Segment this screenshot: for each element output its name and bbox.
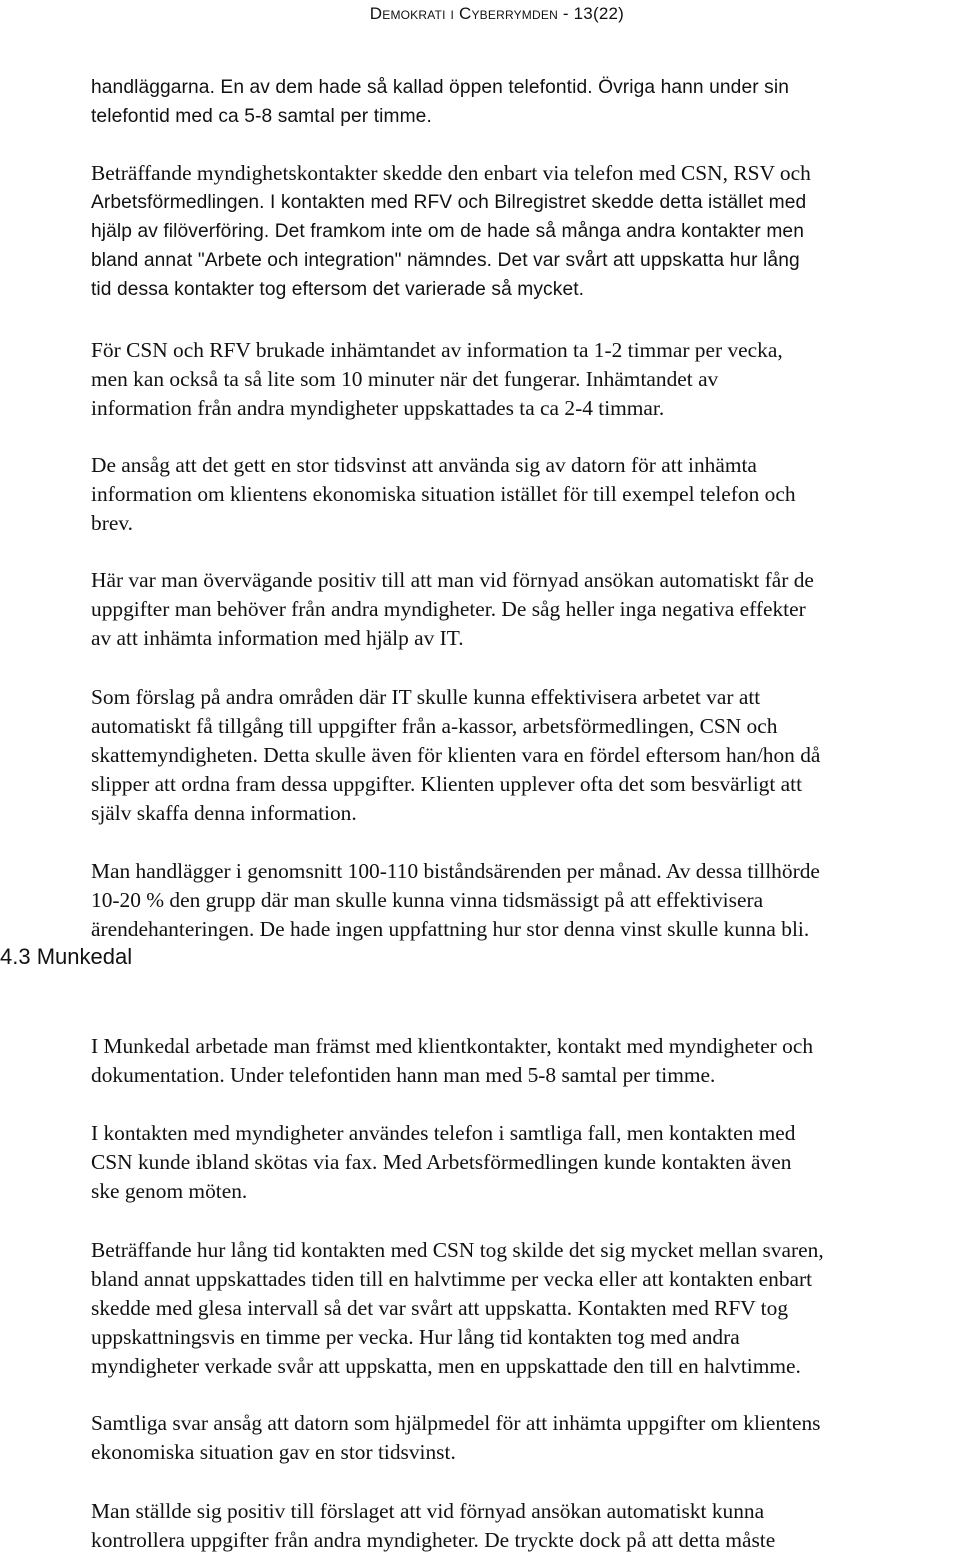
paragraph-line: själv skaffa denna information.: [91, 801, 357, 825]
paragraph-line: ärendehanteringen. De hade ingen uppfattning hur stor denna vinst skulle kunna bli.: [91, 917, 810, 941]
paragraph-line: brev.: [91, 511, 133, 535]
paragraph-4: [91, 451, 960, 538]
paragraph-line: skedde med glesa intervall så det var svårt att uppskatta. Kontakten med RFV tog: [91, 1296, 789, 1320]
paragraph-line: CSN kunde ibland skötas via fax. Med Arbetsförmedlingen kunde kontakten även: [91, 1150, 792, 1174]
paragraph-line: skattemyndigheten. Detta skulle även för klienten vara en fördel eftersom han/hon då: [91, 743, 821, 767]
paragraph-line: telefontid med ca 5-8 samtal per timme.: [91, 106, 432, 127]
paragraph-line: Man handlägger i genomsnitt 100-110 biståndsärenden per månad. Av dessa tillhörde: [91, 859, 820, 883]
paragraph-8: [91, 1032, 960, 1090]
paragraph-line: De ansåg att det gett en stor tidsvinst att använda sig av datorn för att inhämta: [91, 453, 757, 477]
paragraph-line: dokumentation. Under telefontiden hann man med 5-8 samtal per timme.: [91, 1063, 716, 1087]
paragraph-9: [91, 1119, 960, 1206]
paragraph-6: [91, 683, 960, 828]
paragraph-line: I Munkedal arbetade man främst med klientkontakter, kontakt med myndigheter och: [91, 1034, 814, 1058]
paragraph-line: hjälp av filöverföring. Det framkom inte om de hade så många andra kontakter men: [91, 221, 804, 242]
paragraph-line: information från andra myndigheter uppskattades ta ca 2-4 timmar.: [91, 396, 665, 420]
paragraph-line: I kontakten med myndigheter användes telefon i samtliga fall, men kontakten med: [91, 1121, 796, 1145]
paragraph-line: 10-20 % den grupp där man skulle kunna vinna tidsmässigt på att effektivisera: [91, 888, 764, 912]
paragraph-line: För CSN och RFV brukade inhämtandet av information ta 1-2 timmar per vecka,: [91, 338, 783, 362]
paragraph-line: ekonomiska situation gav en stor tidsvinst.: [91, 1440, 456, 1464]
paragraph-line: Som förslag på andra områden där IT skulle kunna effektivisera arbetet var att: [91, 685, 761, 709]
paragraph-line: men kan också ta så lite som 10 minuter när det fungerar. Inhämtandet av: [91, 367, 719, 391]
paragraph-10: [91, 1236, 960, 1381]
paragraph-line: Beträffande hur lång tid kontakten med CSN tog skilde det sig mycket mellan svaren,: [91, 1238, 824, 1262]
paragraph-line: Samtliga svar ansåg att datorn som hjälpmedel för att inhämta uppgifter om klientens: [91, 1411, 821, 1435]
paragraph-line: bland annat uppskattades tiden till en halvtimme per vecka eller att kontakten enbart: [91, 1267, 813, 1291]
paragraph-line: kontrollera uppgifter från andra myndigheter. De tryckte dock på att detta måste: [91, 1528, 776, 1552]
paragraph-line: bland annat "Arbete och integration" nämndes. Det var svårt att uppskatta hur lång: [91, 250, 800, 271]
paragraph-line: uppgifter man behöver från andra myndigheter. De såg heller inga negativa effekter: [91, 597, 806, 621]
paragraph-5: [91, 566, 960, 653]
paragraph-line: tid dessa kontakter tog eftersom det varierade så mycket.: [91, 279, 585, 300]
section-heading: 4.3 Munkedal: [0, 944, 133, 969]
paragraph-line: Man ställde sig positiv till förslaget att vid förnyad ansökan automatiskt kunna: [91, 1499, 765, 1523]
paragraph-line: uppskattningsvis en timme per vecka. Hur lång tid kontakten tog med andra: [91, 1325, 740, 1349]
paragraph-line: ske genom möten.: [91, 1179, 248, 1203]
paragraph-3: [91, 336, 960, 423]
paragraph-line: Arbetsförmedlingen. I kontakten med RFV och Bilregistret skedde detta istället med: [91, 192, 807, 213]
paragraph-line: av att inhämta information med hjälp av IT.: [91, 626, 464, 650]
paragraph-line: slipper att ordna fram dessa uppgifter. Klienten upplever ofta det som besvärligt att: [91, 772, 803, 796]
paragraph-line: Här var man övervägande positiv till att man vid förnyad ansökan automatiskt får de: [91, 568, 814, 592]
paragraph-7: [91, 857, 960, 944]
paragraph-2: [91, 159, 960, 304]
paragraph-line: myndigheter verkade svår att uppskatta, men en uppskattade den till en halvtimme.: [91, 1354, 801, 1378]
paragraph-1: [91, 73, 960, 131]
paragraph-line: information om klientens ekonomiska situation istället för till exempel telefon och: [91, 482, 796, 506]
paragraph-line: Beträffande myndighetskontakter skedde den enbart via telefon med CSN, RSV och: [91, 161, 811, 185]
paragraph-11: [91, 1409, 960, 1467]
paragraph-line: automatiskt få tillgång till uppgifter från a-kassor, arbetsförmedlingen, CSN och: [91, 714, 778, 738]
paragraph-12: [91, 1497, 960, 1555]
paragraph-line: handläggarna. En av dem hade så kallad öppen telefontid. Övriga hann under sin: [91, 77, 789, 98]
page-header: Demokrati i Cyberrymden - 13(22): [369, 4, 624, 23]
